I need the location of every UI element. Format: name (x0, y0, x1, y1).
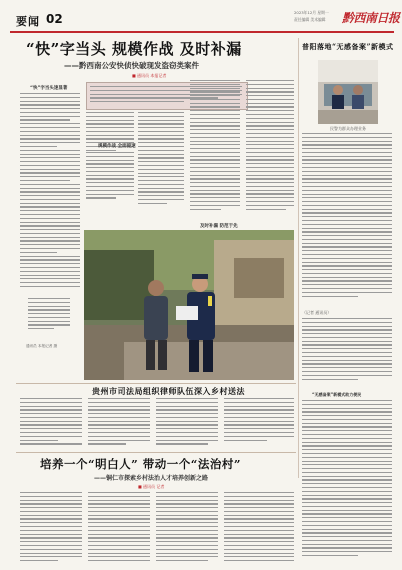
bottom-col-1 (20, 492, 82, 566)
photo-credit: 通讯员 本报记者 摄 (26, 344, 58, 348)
photo-caption-box (20, 298, 78, 356)
side-col-text-2 (302, 318, 392, 390)
lead-photo (84, 230, 294, 380)
mid-band-headline: 贵州市司法局组织律师队伍深入乡村送法 (92, 386, 245, 396)
side-col-text-1 (302, 133, 392, 303)
side-headline: 普阳落地“无感备案”新模式 (302, 42, 394, 51)
lead-byline: ■ 通讯员 本报记者 (132, 73, 167, 78)
lead-headline: “快”字当头 规模作战 及时补漏 (26, 40, 242, 58)
page-number: 02 (46, 12, 63, 26)
photo-caption-lines (28, 298, 70, 338)
mid-col-3 (156, 398, 218, 450)
bottom-rule-top (16, 452, 296, 453)
lead-col-5 (246, 80, 294, 218)
side-divider (298, 38, 299, 478)
section-label: 要闻 (16, 15, 40, 28)
bottom-col-3 (156, 492, 218, 566)
masthead (10, 6, 400, 34)
section-head-3: 及时补漏 防范于先 (200, 224, 238, 229)
bottom-col-2 (88, 492, 150, 566)
side-col-text-3 (302, 400, 392, 566)
mid-col-4 (224, 398, 294, 450)
bottom-col-4 (224, 492, 294, 566)
lead-col-3 (138, 112, 184, 210)
bottom-headline: 培养一个“明白人” 带动一个“法治村” (40, 457, 241, 471)
masthead-rule (10, 31, 394, 33)
lead-subheadline: ——黔西南公安快侦快破现发盗窃类案件 (64, 61, 199, 70)
mid-col-1 (20, 398, 82, 450)
office-photo (318, 60, 378, 124)
lead-col-2b (86, 152, 134, 210)
bottom-subheadline: ——铜仁市探索乡村法治人才培养创新之路 (94, 475, 209, 482)
lead-col-4 (190, 80, 240, 218)
bottom-byline: ■ 通讯员 记者 (138, 484, 165, 489)
mid-rule-top (16, 383, 296, 384)
paper-name-logo: 黔西南日报 (342, 11, 400, 25)
mid-col-2 (88, 398, 150, 450)
section-head-1: “快”字当头速显著 (30, 86, 68, 91)
editor-line: 责任编辑 美术编辑 (294, 17, 326, 22)
side-photo-caption: 民警为群众办理业务 (330, 126, 366, 131)
lead-col-1 (20, 93, 80, 291)
police-visit-photo (84, 230, 294, 380)
side-mid-label: （记者 通讯员） (302, 310, 332, 315)
side-photo (318, 60, 378, 124)
section-head-2: 规模作战 全面提速 (98, 144, 136, 149)
date-line: 2023年12月 星期一 (294, 10, 329, 15)
side-bottom-section-head: “无感备案”新模式助力便民 (312, 392, 362, 397)
